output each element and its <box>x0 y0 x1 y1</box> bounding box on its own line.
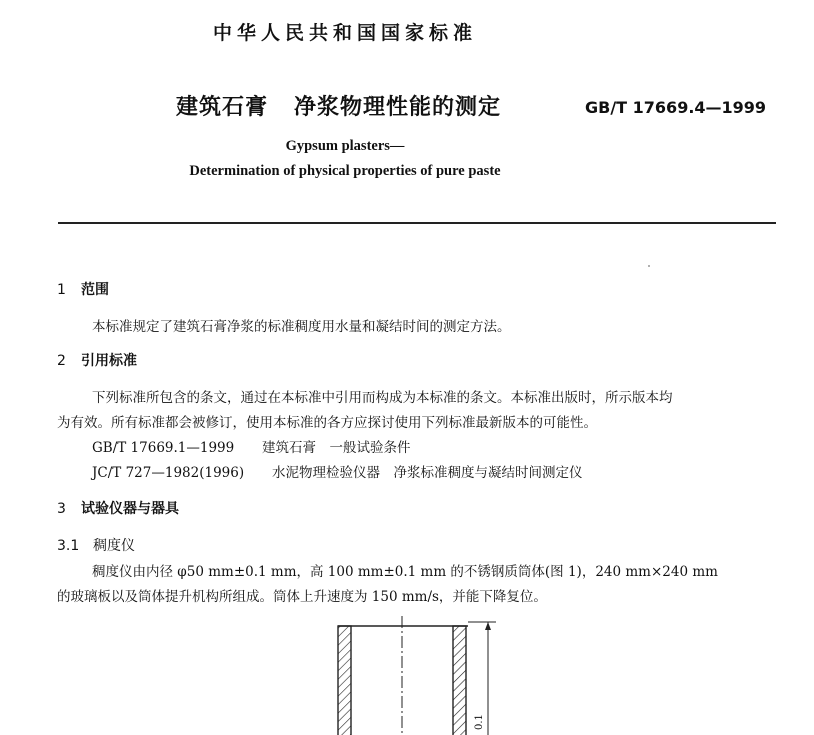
dimension-arrow <box>485 622 491 630</box>
section-title: 引用标准 <box>81 353 137 369</box>
national-standard-heading: 中华人民共和国国家标准 <box>212 22 477 44</box>
title-cn-part1: 建筑石膏 <box>176 95 269 120</box>
section-1-heading <box>57 279 109 299</box>
section-3-1-heading <box>57 535 135 555</box>
section-title: 试验仪器与器具 <box>81 501 179 517</box>
reference-code: JC/T 727—1982(1996) <box>92 465 245 481</box>
reference-title: 水泥物理检验仪器 净浆标准稠度与凝结时间测定仪 <box>272 465 583 481</box>
cylinder-figure <box>320 612 520 735</box>
title-cn-part2: 净浆物理性能的测定 <box>294 95 502 120</box>
section-3-heading <box>57 498 179 518</box>
reference-item <box>92 461 583 481</box>
section-title: 范围 <box>81 282 109 298</box>
section-2-heading <box>57 350 137 370</box>
document-title-en-line1: Gypsum plasters— <box>285 138 405 154</box>
document-title-en-line2: Determination of physical properties of pure paste <box>189 163 501 179</box>
section-number: 3.1 <box>57 538 80 554</box>
header-divider <box>58 222 776 224</box>
reference-code: GB/T 17669.1—1999 <box>92 440 235 456</box>
standard-code: GB/T 17669.4—1999 <box>585 98 767 117</box>
section-3-1-text-line2: 的玻璃板以及筒体提升机构所组成。筒体上升速度为 150 mm/s，并能下降复位。 <box>57 589 547 605</box>
section-number: 3 <box>57 501 66 517</box>
dimension-label: 0.1 <box>474 714 485 730</box>
section-1-text: 本标准规定了建筑石膏净浆的标准稠度用水量和凝结时间的测定方法。 <box>92 319 511 335</box>
scan-speck <box>648 265 650 267</box>
section-title: 稠度仪 <box>93 538 135 554</box>
section-number: 1 <box>57 282 66 298</box>
reference-item <box>92 436 411 456</box>
section-2-text-line1: 下列标准所包含的条文，通过在本标准中引用而构成为本标准的条文。本标准出版时，所示版本均 <box>92 390 673 406</box>
document-title-cn <box>176 90 501 121</box>
section-3-1-text-line1: 稠度仪由内径 φ50 mm±0.1 mm，高 100 mm±0.1 mm 的不锈钢质筒体(图 1)，240 mm×240 mm <box>92 564 718 580</box>
section-number: 2 <box>57 353 66 369</box>
left-wall-section <box>338 626 351 735</box>
section-2-text-line2: 为有效。所有标准都会被修订，使用本标准的各方应探讨使用下列标准最新版本的可能性。 <box>57 415 597 431</box>
right-wall-section <box>453 626 466 735</box>
reference-title: 建筑石膏 一般试验条件 <box>262 440 411 456</box>
